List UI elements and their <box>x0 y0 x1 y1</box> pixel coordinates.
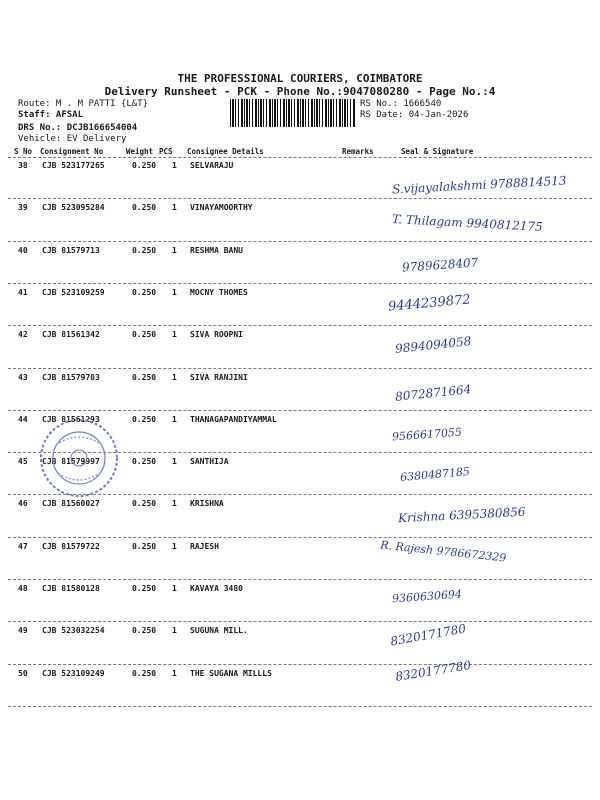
col-weight: Weight <box>126 147 154 156</box>
pcs-value: 1 <box>172 203 177 213</box>
row-sno: 44 <box>18 414 28 424</box>
consignment-number: CJB 81561293 <box>42 414 100 424</box>
weight-value: 0.250 <box>132 161 157 170</box>
col-consignment: Consignment No <box>40 147 104 156</box>
consignee-name: KRISHNA <box>190 499 224 509</box>
consignment-number: CJB 523177265 <box>42 161 105 170</box>
pcs-value: 1 <box>172 161 177 170</box>
consignee-name: KAVAYA 3480 <box>190 584 243 593</box>
barcode <box>230 99 356 127</box>
row-sno: 38 <box>18 161 28 170</box>
consignment-number: CJB 81579722 <box>42 541 100 551</box>
consignee-name: SIVA RANJINI <box>190 372 248 382</box>
row-divider <box>8 283 592 284</box>
col-pcs: PCS <box>159 147 173 156</box>
handwritten-signature: 9894094058 <box>394 334 472 356</box>
row-divider <box>8 537 592 538</box>
row-divider <box>8 621 592 622</box>
consignment-number: CJB 81579997 <box>42 457 100 467</box>
pcs-value: 1 <box>172 245 177 255</box>
consignment-number: CJB 523109249 <box>42 668 105 678</box>
consignment-number: CJB 523032254 <box>42 626 105 636</box>
handwritten-signature: 8320171780 <box>389 621 467 649</box>
row-sno: 45 <box>18 457 28 467</box>
col-remarks: Remarks <box>342 147 374 156</box>
consignment-number: CJB 81561342 <box>42 330 100 340</box>
table-row <box>0 669 600 711</box>
consignee-name: SANTHIJA <box>190 457 229 467</box>
weight-value: 0.250 <box>132 330 157 340</box>
table-row <box>0 542 600 584</box>
table-row <box>0 246 600 288</box>
row-divider <box>8 706 592 707</box>
pcs-value: 1 <box>172 330 177 340</box>
handwritten-signature: 9360630694 <box>391 587 463 606</box>
consignee-name: THE SUGANA MILLLS <box>190 668 272 678</box>
table-row <box>0 330 600 372</box>
rs-number: RS No.: 1666540 <box>360 99 442 109</box>
company-seal-stamp <box>36 415 122 501</box>
row-sno: 48 <box>18 584 28 593</box>
consignment-number: CJB 81560027 <box>42 499 100 509</box>
table-row <box>0 288 600 330</box>
company-title: THE PROFESSIONAL COURIERS, COIMBATORE <box>177 72 423 85</box>
row-divider <box>8 664 592 665</box>
handwritten-signature: T. Thilagam 9940812175 <box>391 212 544 234</box>
pcs-value: 1 <box>172 457 177 467</box>
consignee-name: SIVA ROOPNI <box>190 330 243 340</box>
table-row <box>0 373 600 415</box>
row-divider <box>8 241 592 242</box>
staff-text: Staff: AFSAL <box>18 110 84 120</box>
runsheet-subtitle: Delivery Runsheet - PCK - Phone No.:9047080280 - Page No.:4 <box>104 85 496 98</box>
col-sno: S No <box>14 147 33 156</box>
consignee-name: MOCNY THOMES <box>190 287 248 297</box>
pcs-value: 1 <box>172 668 177 678</box>
route-text: Route: M . M PATTI {L&T} <box>18 99 149 109</box>
consignment-number: CJB 523109259 <box>42 287 105 297</box>
weight-value: 0.250 <box>132 457 157 467</box>
pcs-value: 1 <box>172 584 177 593</box>
consignment-number: CJB 81579713 <box>42 245 100 255</box>
consignee-name: THANAGAPANDIYAMMAL <box>190 414 277 424</box>
row-sno: 50 <box>18 668 28 678</box>
weight-value: 0.250 <box>132 541 157 551</box>
weight-value: 0.250 <box>132 245 157 255</box>
row-divider <box>8 579 592 580</box>
row-sno: 46 <box>18 499 28 509</box>
weight-value: 0.250 <box>132 668 157 678</box>
row-sno: 40 <box>18 245 28 255</box>
vehicle-text: Vehicle: EV Delivery <box>18 134 127 144</box>
consignment-number: CJB 523095284 <box>42 203 105 213</box>
row-divider <box>8 325 592 326</box>
row-sno: 41 <box>18 287 28 297</box>
pcs-value: 1 <box>172 541 177 551</box>
handwritten-signature: 6380487185 <box>399 464 471 485</box>
col-consignee: Consignee Details <box>187 147 264 156</box>
pcs-value: 1 <box>172 626 177 636</box>
drs-text: DRS No.: DCJB166654004 <box>18 123 138 133</box>
consignee-name: VINAYAMOORTHY <box>190 203 253 213</box>
header-divider <box>8 157 592 158</box>
row-divider <box>8 368 592 369</box>
row-divider <box>8 198 592 199</box>
col-seal-signature: Seal & Signature <box>401 147 474 156</box>
consignment-number: CJB 81580128 <box>42 584 100 593</box>
table-row <box>0 584 600 626</box>
weight-value: 0.250 <box>132 414 157 424</box>
weight-value: 0.250 <box>132 499 157 509</box>
row-sno: 49 <box>18 626 28 636</box>
handwritten-signature: S.vijayalakshmi 9788814513 <box>391 173 567 197</box>
rs-date: RS Date: 04-Jan-2026 <box>360 110 469 120</box>
pcs-value: 1 <box>172 414 177 424</box>
pcs-value: 1 <box>172 287 177 297</box>
row-sno: 39 <box>18 203 28 213</box>
weight-value: 0.250 <box>132 626 157 636</box>
weight-value: 0.250 <box>132 287 157 297</box>
row-sno: 47 <box>18 541 28 551</box>
weight-value: 0.250 <box>132 372 157 382</box>
pcs-value: 1 <box>172 499 177 509</box>
row-sno: 42 <box>18 330 28 340</box>
handwritten-signature: 8072871664 <box>394 382 472 404</box>
row-divider <box>8 410 592 411</box>
handwritten-signature: Krishna 6395380856 <box>397 504 526 526</box>
weight-value: 0.250 <box>132 203 157 213</box>
handwritten-signature: R. Rajesh 9786672329 <box>379 538 507 565</box>
table-row <box>0 626 600 668</box>
row-sno: 43 <box>18 372 28 382</box>
handwritten-signature: 8320177780 <box>394 658 472 684</box>
consignee-name: SELVARAJU <box>190 161 234 170</box>
consignee-name: SUGUNA MILL. <box>190 626 248 636</box>
handwritten-signature: 9566617055 <box>391 425 463 444</box>
consignee-name: RAJESH <box>190 541 219 551</box>
handwritten-signature: 9444239872 <box>387 292 472 315</box>
consignee-name: RESHMA BANU <box>190 245 243 255</box>
consignment-number: CJB 81579703 <box>42 372 100 382</box>
weight-value: 0.250 <box>132 584 157 593</box>
handwritten-signature: 9789628407 <box>401 255 479 275</box>
pcs-value: 1 <box>172 372 177 382</box>
